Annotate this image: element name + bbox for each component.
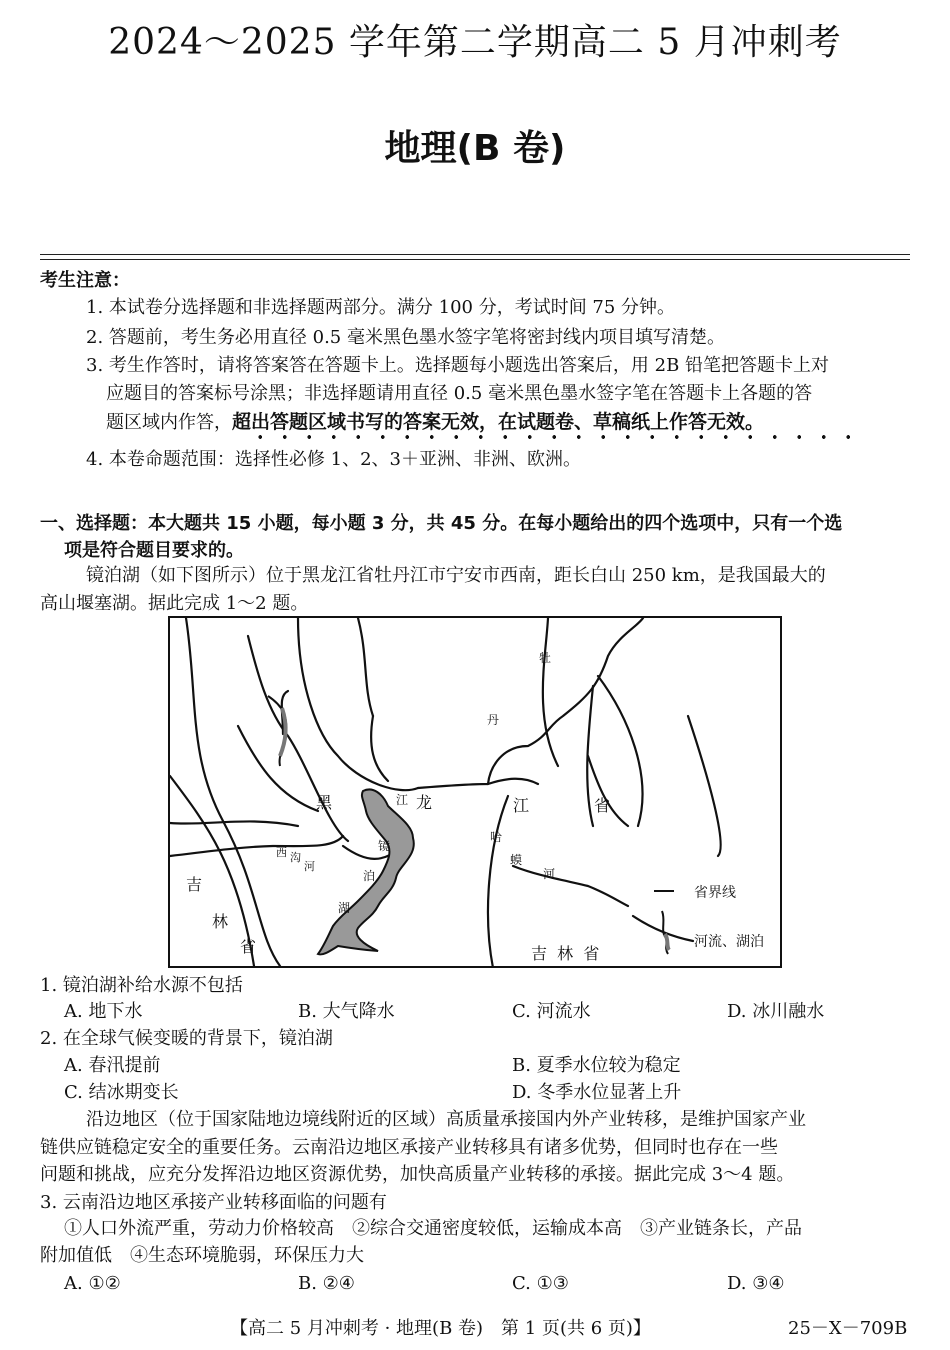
- map-label-mu: 牡: [539, 651, 552, 665]
- map-label-hu: 湖: [338, 901, 351, 915]
- notice-item-3-normal: 题区域内作答，: [106, 412, 232, 433]
- map-label-ma: 蟆: [510, 853, 523, 867]
- map-label-ha: 哈: [490, 830, 503, 844]
- passage-2-line-2: 链供应链稳定安全的重要任务。云南沿边地区承接产业转移具有诸多优势，但同时也存在一些: [40, 1137, 778, 1158]
- question-3-statements-line-2: 附加值低 ④生态环境脆弱，环保压力大: [40, 1245, 364, 1266]
- question-3-stem: 3. 云南沿边地区承接产业转移面临的问题有: [40, 1192, 387, 1213]
- question-3-statements-line-1: ①人口外流严重，劳动力价格较高 ②综合交通密度较低，运输成本高 ③产业链条长，产品: [64, 1218, 802, 1239]
- question-1-stem: 1. 镜泊湖补给水源不包括: [40, 975, 243, 996]
- divider-rule: [40, 259, 910, 260]
- notice-heading: 考生注意：: [40, 270, 130, 291]
- question-1-option-b: B. 大气降水: [298, 1001, 395, 1022]
- map-label-ji-west: 吉: [186, 875, 203, 894]
- map-frame: [169, 617, 781, 967]
- question-3-option-a: A. ①②: [64, 1273, 121, 1294]
- exam-code: 25－X－709B: [788, 1318, 908, 1339]
- question-3-option-b: B. ②④: [298, 1273, 355, 1294]
- question-2-option-b: B. 夏季水位较为稳定: [512, 1055, 681, 1076]
- map-label-xigou-3: 河: [304, 860, 315, 873]
- notice-item-3-line-1: 3. 考生作答时，请将答案答在答题卡上。选择题每小题选出答案后，用 2B 铅笔把答题卡上对: [86, 355, 830, 376]
- emphasis-dots: [248, 434, 860, 440]
- notice-item-3-emphasis: 超出答题区域书写的答案无效，在试题卷、草稿纸上作答无效。: [232, 411, 765, 433]
- legend-boundary-label: 省界线: [694, 885, 736, 901]
- question-2-option-d: D. 冬季水位显著上升: [512, 1082, 682, 1103]
- passage-2-line-3: 问题和挑战，应充分发挥沿边地区资源优势，加快高质量产业转移的承接。据此完成 3～4 题。: [40, 1164, 795, 1185]
- divider-rule: [40, 254, 910, 255]
- question-1-option-d: D. 冰川融水: [727, 1001, 825, 1022]
- notice-item-4: 4. 本卷命题范围：选择性必修 1、2、3＋亚洲、非洲、欧洲。: [86, 449, 581, 470]
- question-1-option-c: C. 河流水: [512, 1001, 591, 1022]
- map-label-po: 泊: [363, 869, 376, 883]
- notice-item-3-line-3: [106, 408, 764, 437]
- map-label-jiang-river: 江: [396, 793, 409, 807]
- map-label-jing: 镜: [378, 839, 391, 853]
- legend-river-label: 河流、湖泊: [694, 934, 764, 950]
- map-label-sheng-west: 省: [240, 937, 257, 956]
- question-3-option-c: C. ①③: [512, 1273, 569, 1294]
- exam-subtitle: 地理(B 卷): [384, 128, 566, 169]
- passage-1-line-2: 高山堰塞湖。据此完成 1～2 题。: [40, 593, 309, 614]
- section-heading-line-2: 项是符合题目要求的。: [64, 540, 244, 561]
- passage-2-line-1: 沿边地区（位于国家陆地边境线附近的区域）高质量承接国内外产业转移，是维护国家产业: [86, 1109, 806, 1130]
- map-label-jilin-south: 吉 林 省: [531, 944, 600, 963]
- passage-1-line-1: 镜泊湖（如下图所示）位于黑龙江省牡丹江市宁安市西南，距长白山 250 km，是我国最大的: [86, 565, 826, 586]
- map-label-xigou-2: 沟: [290, 851, 301, 864]
- map-label-long: 龙: [416, 793, 433, 812]
- notice-item-1: 1. 本试卷分选择题和非选择题两部分。满分 100 分，考试时间 75 分钟。: [86, 297, 676, 318]
- question-3-option-d: D. ③④: [727, 1273, 785, 1294]
- question-2-stem: 2. 在全球气候变暖的背景下，镜泊湖: [40, 1028, 333, 1049]
- map-label-dan: 丹: [487, 713, 500, 727]
- map-label-he-hamahe: 河: [543, 867, 556, 881]
- map-label-hei: 黑: [316, 793, 333, 812]
- question-2-option-c: C. 结冰期变长: [64, 1082, 179, 1103]
- exam-title: 2024～2025 学年第二学期高二 5 月冲刺考: [108, 22, 842, 63]
- map-label-sheng-north: 省: [594, 796, 611, 815]
- question-1-option-a: A. 地下水: [64, 1001, 143, 1022]
- map-label-jiang-province: 江: [513, 796, 530, 815]
- map-label-xigou-1: 西: [276, 846, 287, 859]
- section-heading-line-1: 一、选择题：本大题共 15 小题，每小题 3 分，共 45 分。在每小题给出的四个选项中，只有一个选: [40, 513, 843, 534]
- notice-item-2: 2. 答题前，考生务必用直径 0.5 毫米黑色墨水签字笔将密封线内项目填写清楚。: [86, 327, 725, 348]
- question-2-option-a: A. 春汛提前: [64, 1055, 161, 1076]
- map-label-lin-west: 林: [212, 912, 229, 931]
- jingpo-lake-map: [168, 616, 782, 968]
- page-footer: 【高二 5 月冲刺考 · 地理(B 卷) 第 1 页(共 6 页)】: [230, 1318, 651, 1339]
- notice-item-3-line-2: 应题目的答案标号涂黑；非选择题请用直径 0.5 毫米黑色墨水签字笔在答题卡上各题的答: [106, 383, 813, 404]
